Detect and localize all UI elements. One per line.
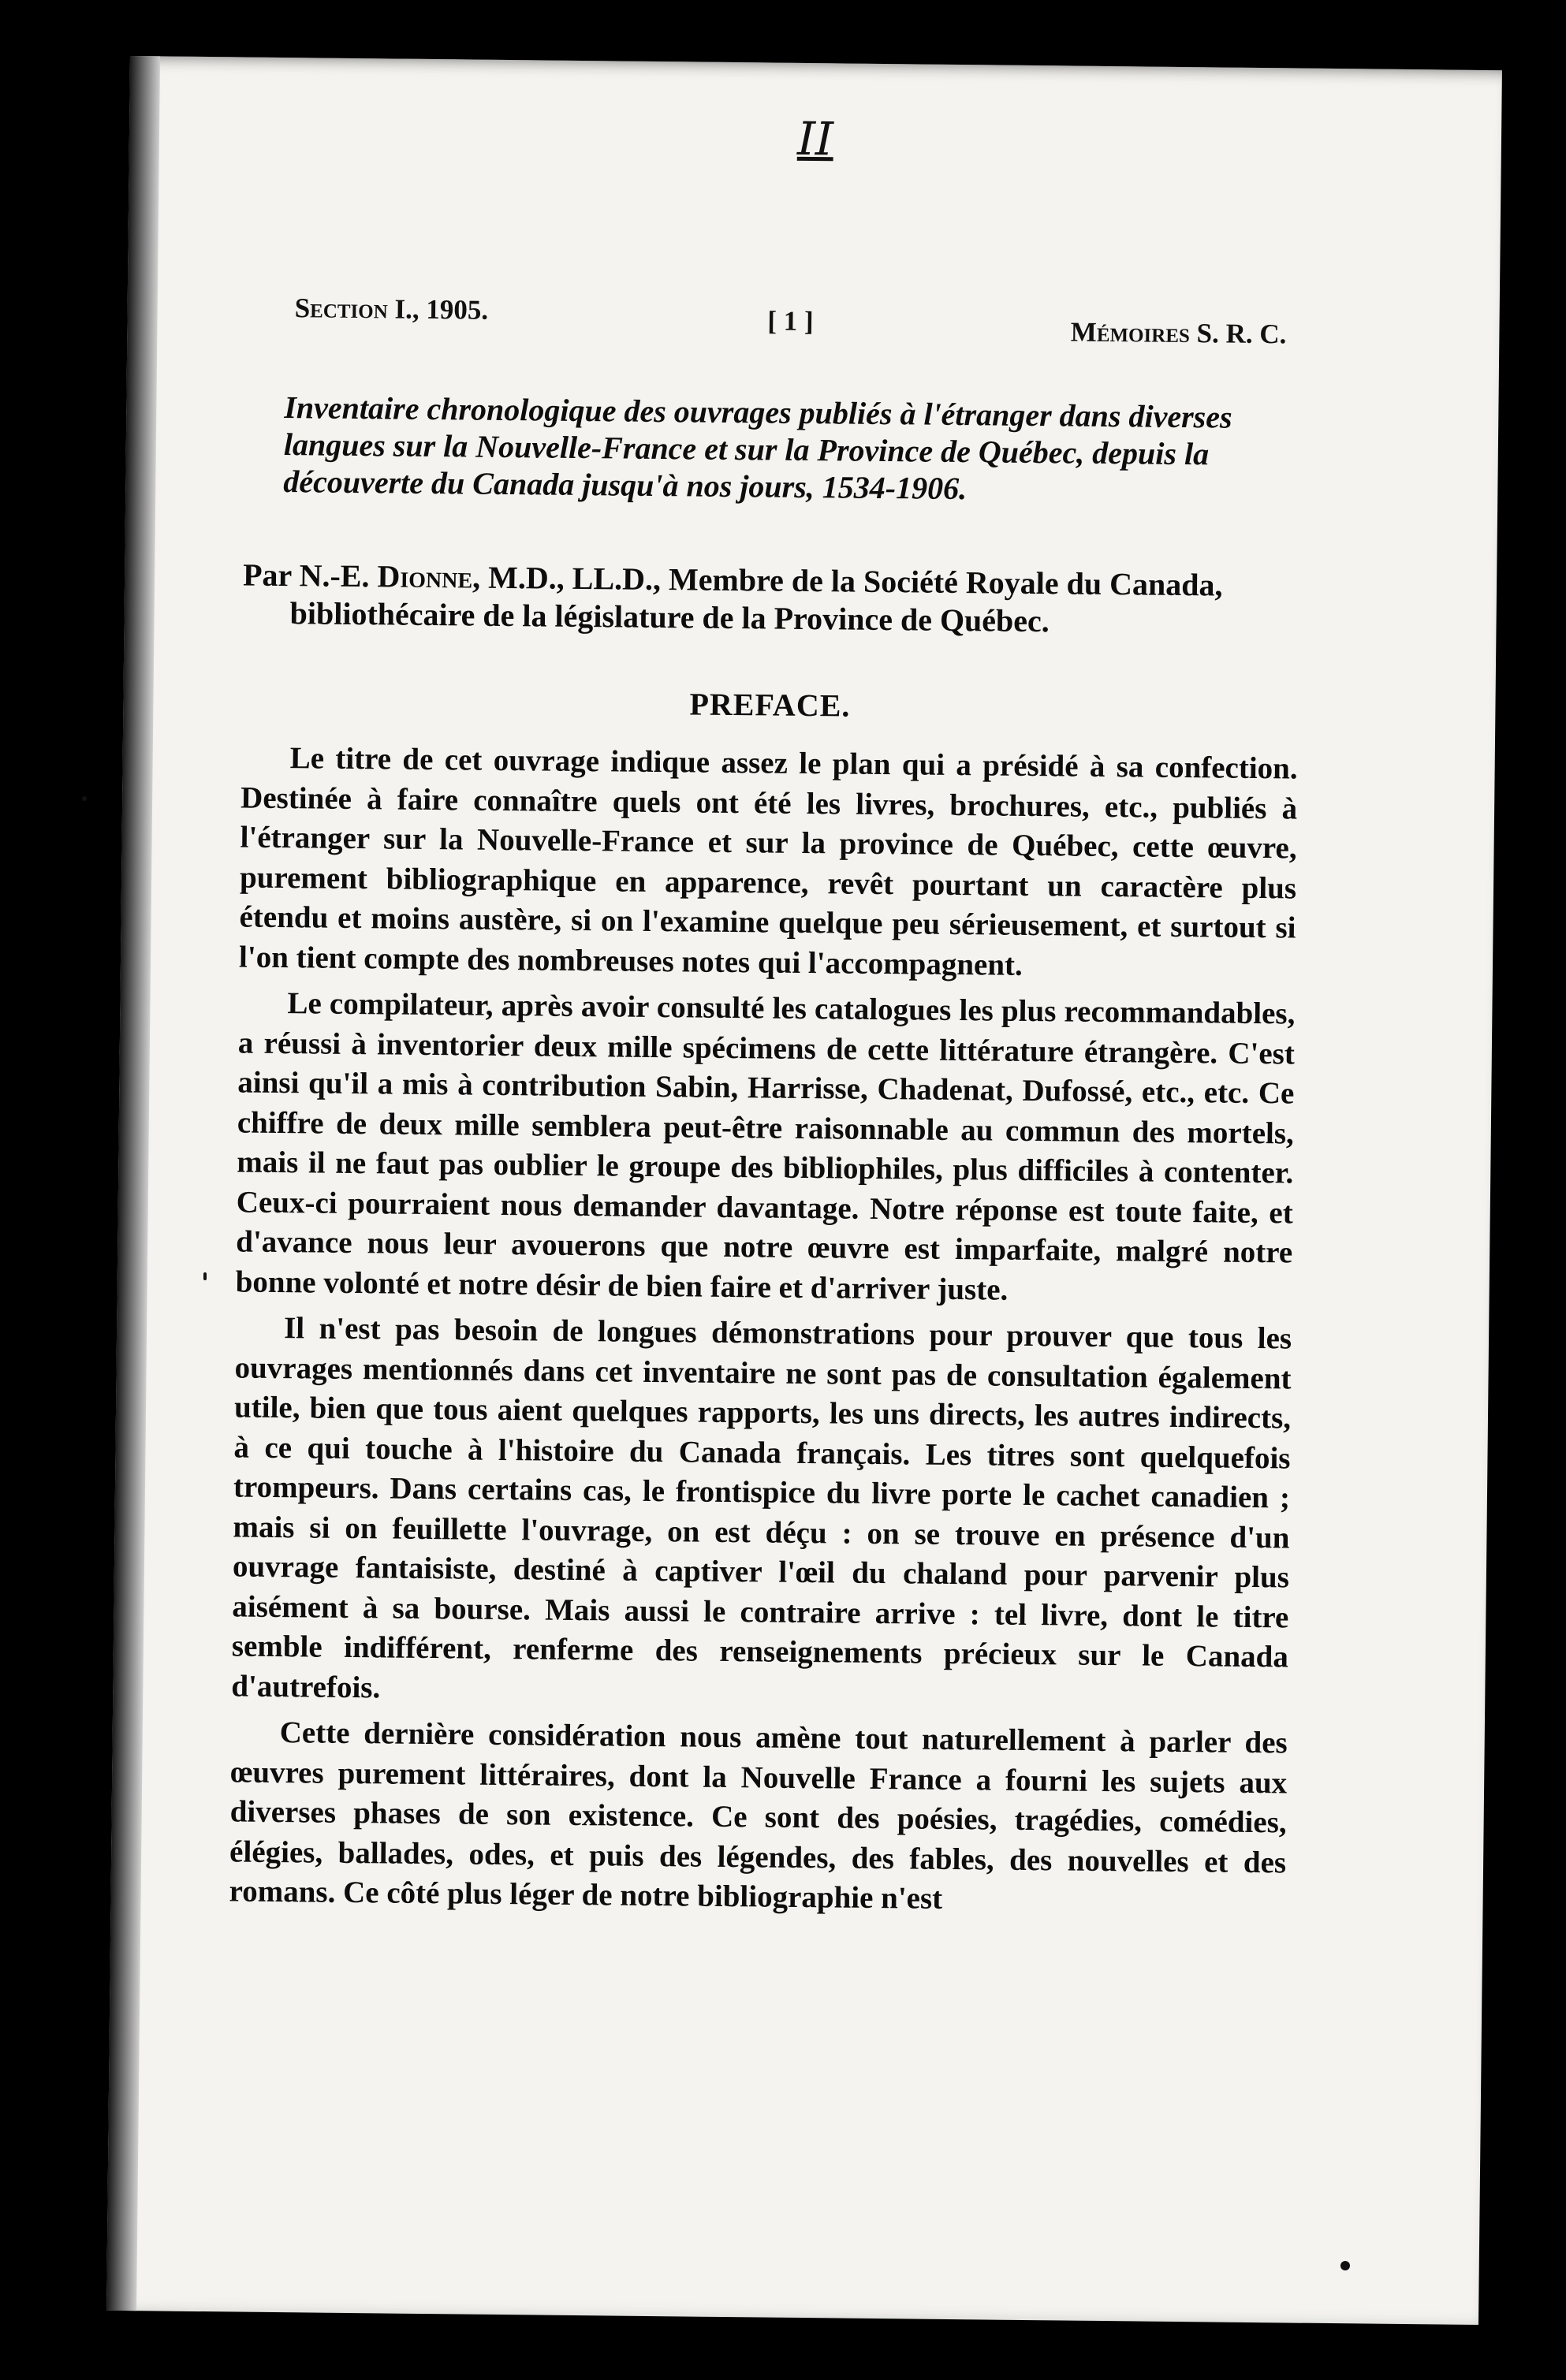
author-name: Dionne xyxy=(377,558,473,595)
header-section: Section I., 1905. xyxy=(294,292,489,326)
author-line xyxy=(242,557,1299,643)
author-prefix: Par N.-E. xyxy=(242,557,370,594)
author-credentials: , M.D., LL.D., Membre de la Société Royale du Canada, bibliothécaire de la législature de la Province de Québec. xyxy=(289,559,1223,639)
page-body xyxy=(229,389,1301,1923)
folio-mark: II xyxy=(796,111,834,166)
preface-heading: PREFACE. xyxy=(689,686,851,724)
article-title: Inventaire chronologique des ouvrages publiés à l'étranger dans diverses langues sur la Nouvelle-France et sur la Province de Québec, depuis la découverte du Canada jusqu'à nos jours, 1534-1906. xyxy=(283,389,1232,507)
paragraph: Le compilateur, après avoir consulté les catalogues les plus recommandables, a réussi à inventorier deux mille spécimens de cette littérature étrangère. C'est ainsi qu'il a mis à contribution Sabin, Harrisse, Chadenat, Dufossé, etc., etc. Ce chiffre de deux mille semblera peut-être raisonnable au commun des mortels, mais il ne faut pas oublier le groupe des bibliophiles, plus difficiles à contenter. Ceux-ci pourraient nous demander davantage. Notre réponse est toute faite, et d'avance nous leur avouerons que notre œuvre est imparfaite, malgré notre bonne volonté et notre désir de bien faire et d'arriver juste. xyxy=(235,986,1296,1307)
scan-speck xyxy=(1340,2261,1350,2270)
paragraph: Cette dernière considération nous amène tout naturellement à parler des œuvres purement littéraires, dont la Nouvelle France a fourni les sujets aux diverses phases de son existence. Ce sont des poésies, tragédies, comédies, élégies, ballades, odes, et puis des légendes, des fables, des nouvelles et des romans. Ce côté plus léger de notre bibliographie n'est xyxy=(229,1715,1288,1916)
header-journal: Mémoires S. R. C. xyxy=(1070,316,1287,350)
scan-speck xyxy=(82,796,87,801)
scan-speck xyxy=(203,1272,207,1280)
page-spine-shadow xyxy=(106,56,160,2311)
paragraph: Il n'est pas besoin de longues démonstrations pour prouver que tous les ouvrages mentionnés dans cet inventaire ne sont pas de consultation également utile, bien que tous aient quelques rapports, les uns directs, les autres indirects, à ce qui touche à l'histoire du Canada français. Les titres sont quelquefois trompeurs. Dans certains cas, le frontispice du livre porte le cachet canadien ; mais si on feuillette l'ouvrage, on est déçu : on se trouve en présence d'un ouvrage fantaisiste, destiné à captiver l'œil du chaland pour parvenir plus aisément à sa bourse. Mais aussi le contraire arrive : tel livre, dont le titre semble indifférent, renferme des renseignements précieux sur le Canada d'autrefois. xyxy=(231,1311,1292,1704)
scanned-page xyxy=(106,56,1502,2325)
paragraph: Le titre de cet ouvrage indique assez le plan qui a présidé à sa confection. Destinée à faire connaître quels ont été les livres, brochures, etc., publiés à l'étranger sur la Nouvelle-France et sur la province de Québec, cette œuvre, purement bibliographique en apparence, revêt pourtant un caractère plus étendu et moins austère, si on l'examine quelque peu sérieusement, et surtout si l'on tient compte des nombreuses notes qui l'accompagnent. xyxy=(238,741,1298,982)
running-header xyxy=(294,292,1287,350)
header-page-number: [ 1 ] xyxy=(767,305,814,337)
